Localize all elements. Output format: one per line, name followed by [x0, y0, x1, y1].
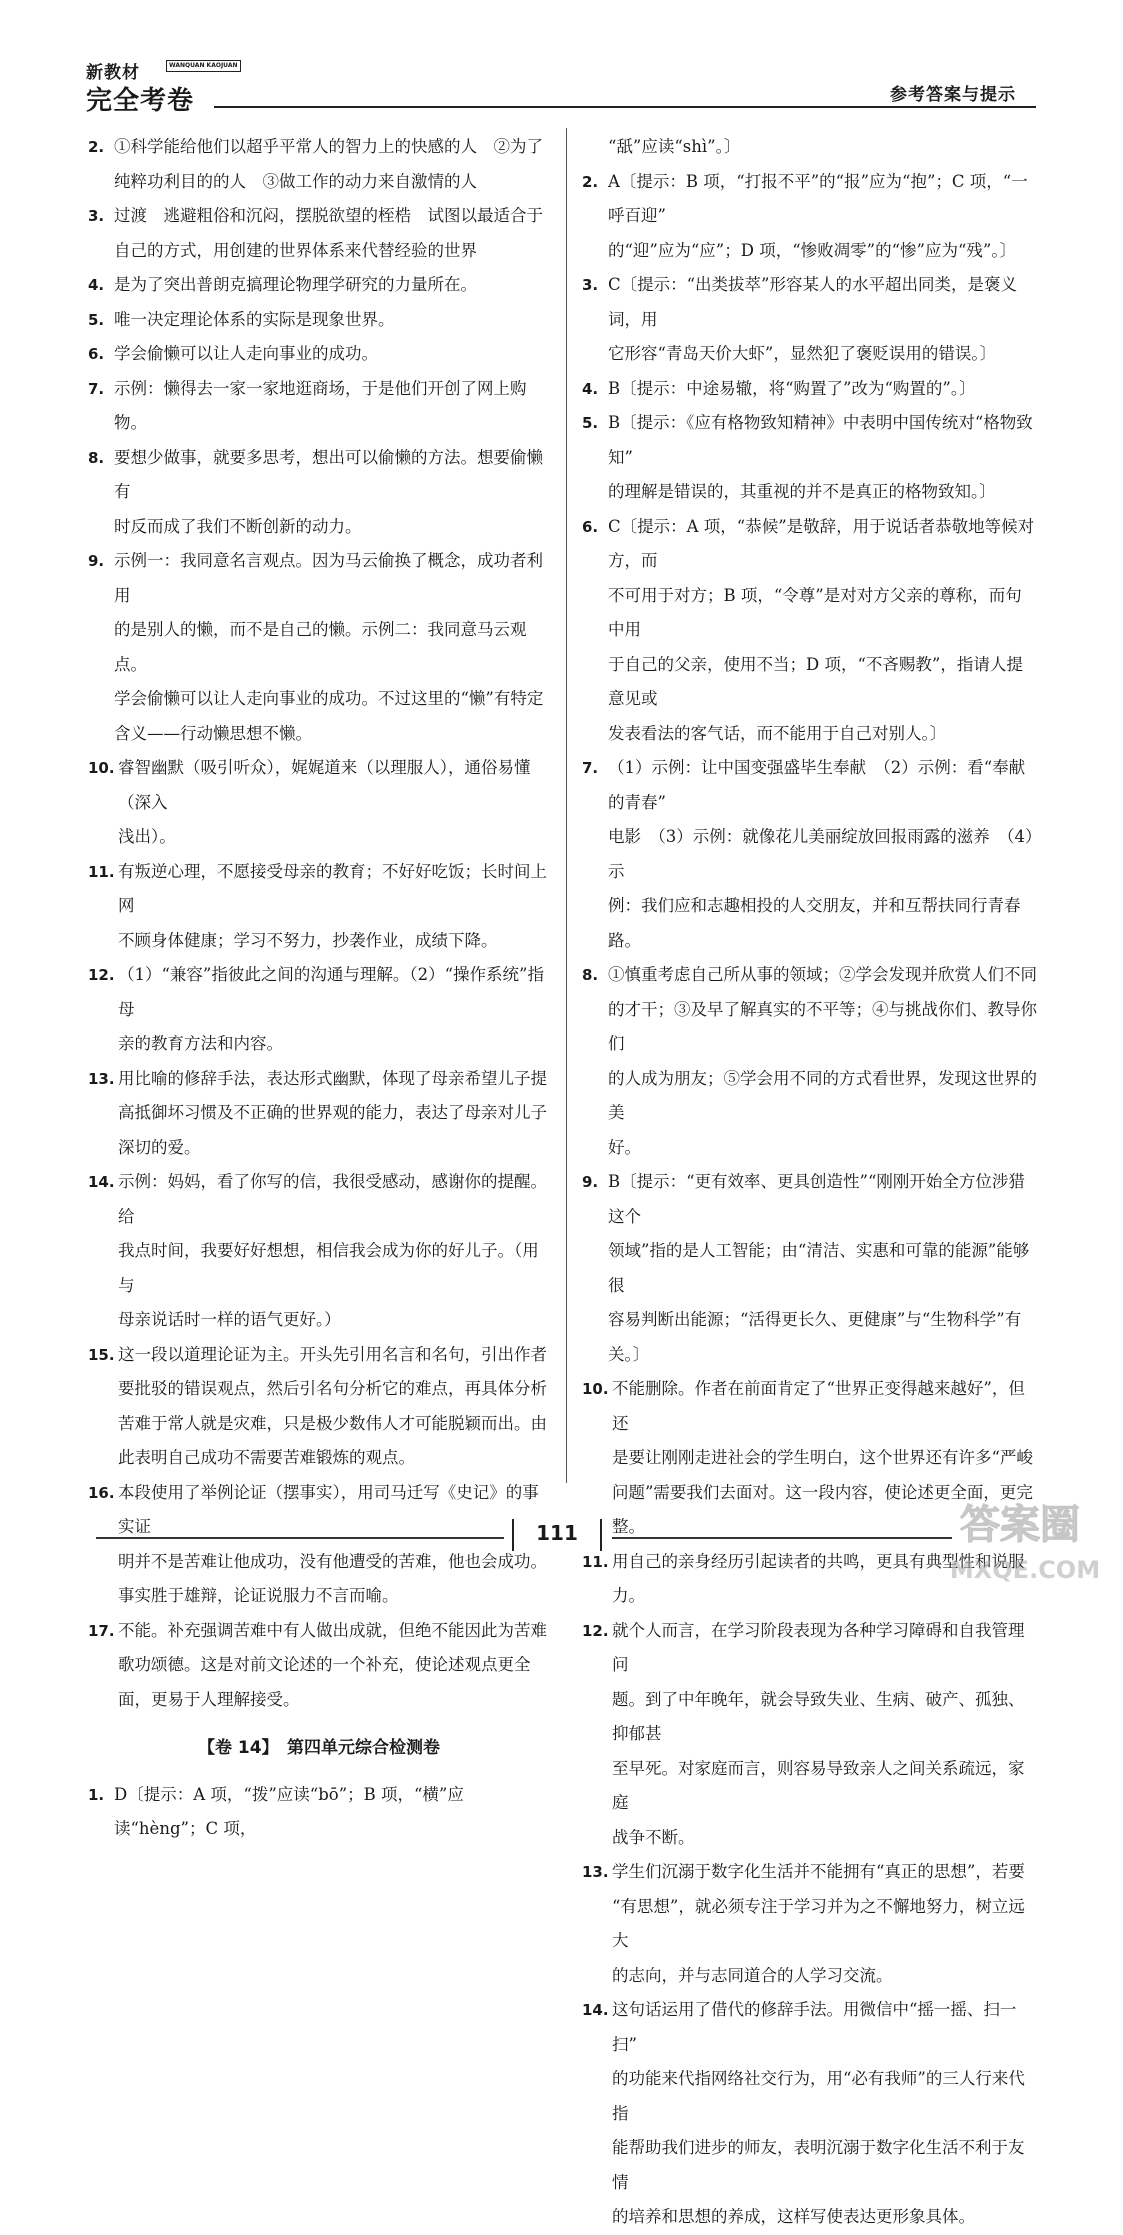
- answer-line: 能帮助我们进步的师友，表明沉溺于数字化生活不利于友情: [612, 2138, 1025, 2192]
- answer-item: [88, 751, 550, 855]
- answer-item: [88, 337, 550, 372]
- answer-number: 4.: [582, 379, 599, 398]
- answer-item: [88, 303, 550, 338]
- answer-line: 要想少做事，就要多思考，想出可以偷懒的方法。想要偷懒有: [114, 447, 543, 501]
- answer-number: 6.: [582, 517, 599, 536]
- brand-tag: WANQUAN KAOJUAN: [166, 60, 241, 72]
- answer-line: 的是别人的懒，而不是自己的懒。示例二：我同意马云观点。: [114, 620, 527, 674]
- answer-line: 事实胜于雄辩，论证说服力不言而喻。: [118, 1586, 399, 1605]
- answer-item: [582, 958, 1037, 1165]
- brand-subtitle: 新教材: [86, 63, 140, 83]
- answer-line: 用比喻的修辞手法，表达形式幽默，体现了母亲希望儿子提: [118, 1068, 547, 1088]
- answer-number: 12.: [582, 1621, 609, 1640]
- answer-line: 歌功颂德。这是对前文论述的一个补充，使论述观点更全: [118, 1655, 531, 1674]
- answer-line: 有叛逆心理，不愿接受母亲的教育；不好好吃饭；长时间上网: [118, 861, 547, 915]
- answer-number: 8.: [88, 448, 105, 467]
- answer-line: 不能。补充强调苦难中有人做出成就，但绝不能因此为苦难: [118, 1620, 547, 1640]
- watermark-logo: [930, 1490, 1110, 1590]
- answer-line: ①慎重考虑自己所从事的领域；②学会发现并欣赏人们不同: [608, 965, 1037, 984]
- answer-line: 这句话运用了借代的修辞手法。用微信中“摇一摇、扫一扫”: [612, 2000, 1017, 2054]
- footer-bar-right: [600, 1519, 602, 1551]
- answer-line: 的培养和思想的养成，这样写使表达更形象具体。: [612, 2207, 975, 2226]
- answer-number: 9.: [88, 552, 105, 570]
- answer-number: 10.: [88, 759, 115, 777]
- answer-number: 15.: [88, 1345, 115, 1364]
- section-title: 【卷 14】 第四单元综合检测卷: [197, 1738, 441, 1758]
- answer-number: 11.: [88, 862, 115, 881]
- answer-line: A〔提示：B 项，“打报不平”的“报”应为“抱”；C 项，“一呼百迎”: [608, 171, 1028, 225]
- answer-number: 10.: [582, 1380, 609, 1398]
- answer-item: [582, 751, 1037, 958]
- answer-line: 好。: [608, 1137, 641, 1157]
- answer-line: 要批驳的错误观点，然后引名句分析它的难点，再具体分析: [118, 1379, 547, 1398]
- watermark-text-top: 答案圈: [960, 1502, 1080, 1548]
- answer-item: [88, 1165, 550, 1338]
- answer-number: 1.: [88, 1785, 105, 1804]
- answer-line: 睿智幽默（吸引听众），娓娓道来（以理服人），通俗易懂（深入: [118, 758, 531, 812]
- answer-line: 的理解是错误的，其重视的并不是真正的格物致知。〕: [608, 482, 996, 501]
- answer-item: [88, 544, 550, 751]
- answer-number: 7.: [88, 379, 105, 398]
- answer-line: 亲的教育方法和内容。: [118, 1034, 283, 1053]
- answer-line: 高抵御坏习惯及不正确的世界观的能力，表达了母亲对儿子: [118, 1103, 547, 1122]
- answer-item: [582, 1993, 1037, 2235]
- section-label: 参考答案与提示: [890, 85, 1016, 105]
- answer-line: C〔提示：A 项，“恭候”是敬辞，用于说话者恭敬地等候对方，而: [608, 516, 1035, 570]
- answer-item: [88, 268, 550, 303]
- answer-line: 于自己的父亲，使用不当；D 项，“不吝赐教”，指请人提意见或: [608, 654, 1023, 708]
- answer-number: 4.: [88, 276, 105, 294]
- answer-line: 容易判断出能源；“活得更长久、更健康”与“生物科学”有关。〕: [608, 1310, 1022, 1364]
- answer-line: “有思想”，就必须专注于学习并为之不懈地努力，树立远大: [612, 1896, 1025, 1950]
- answer-line: D〔提示：A 项，“拨”应读“bō”；B 项，“横”应读“hèng”；C 项，: [114, 1784, 464, 1838]
- answer-line: 是为了突出普朗克搞理论物理学研究的力量所在。: [114, 275, 477, 294]
- answer-line: 学会偷懒可以让人走向事业的成功。不过这里的“懒”有特定: [114, 689, 544, 708]
- column-divider: [566, 128, 567, 1483]
- footer-rule-left: [96, 1537, 504, 1539]
- answer-line: 的才干；③及早了解真实的不平等；④与挑战你们、教导你们: [608, 999, 1037, 1053]
- answer-line: 的“迎”应为“应”；D 项，“惨败凋零”的“惨”应为“残”。〕: [608, 240, 1017, 260]
- answer-item: [88, 441, 550, 545]
- answer-line: 示例一：我同意名言观点。因为马云偷换了概念，成功者利用: [114, 551, 543, 605]
- answer-line: 母亲说话时一样的语气更好。）: [118, 1310, 341, 1329]
- right-column: [582, 130, 1037, 2235]
- answer-line: （1）“兼容”指彼此之间的沟通与理解。（2）“操作系统”指母: [118, 965, 544, 1019]
- answer-item: [582, 372, 1037, 407]
- answer-line: 深切的爱。: [118, 1137, 201, 1157]
- answer-item: [88, 1614, 550, 1718]
- answer-item: [88, 855, 550, 959]
- answer-line: 我点时间，我要好好想想，相信我会成为你的好儿子。（用与: [118, 1241, 539, 1295]
- answer-line: 不能删除。作者在前面肯定了“世界正变得越来越好”，但还: [612, 1379, 1025, 1433]
- answer-line: 的人成为朋友；⑤学会用不同的方式看世界，发现这世界的美: [608, 1068, 1037, 1122]
- answer-line: 的志向，并与志同道合的人学习交流。: [612, 1965, 893, 1985]
- answer-number: 7.: [582, 759, 599, 777]
- answer-line: 战争不断。: [612, 1827, 695, 1847]
- answer-item: [582, 1614, 1037, 1856]
- answer-line: 面，更易于人理解接受。: [118, 1689, 300, 1709]
- answer-number: 8.: [582, 966, 599, 984]
- answer-item: [582, 510, 1037, 752]
- answer-line: B〔提示：《应有格物致知精神》中表明中国传统对“格物致知”: [608, 413, 1033, 467]
- answer-number: 14.: [88, 1173, 115, 1191]
- answer-line: 明并不是苦难让他成功，没有他遭受的苦难，他也会成功。: [118, 1551, 547, 1571]
- page-number: 111: [536, 1521, 578, 1545]
- answer-number: 5.: [88, 310, 105, 329]
- answer-line: 整。: [612, 1517, 645, 1536]
- answer-line: B〔提示：“更有效率、更具创造性”“刚刚开始全方位涉猎这个: [608, 1172, 1025, 1226]
- answer-line: 题。到了中年晚年，就会导致失业、生病、破产、孤独、抑郁甚: [612, 1689, 1025, 1743]
- answer-line: 苦难于常人就是灾难，只是极少数伟人才可能脱颖而出。由: [118, 1413, 547, 1433]
- answer-line: 过渡 逃避粗俗和沉闷，摆脱欲望的桎梏 试图以最适合于: [114, 206, 543, 225]
- answer-line: B〔提示：中途易辙，将“购置了”改为“购置的”。〕: [608, 378, 976, 398]
- answer-line: 学会偷懒可以让人走向事业的成功。: [114, 344, 378, 363]
- answer-line: 示例：懒得去一家一家地逛商场，于是他们开创了网上购物。: [114, 378, 527, 432]
- answer-item: [88, 130, 550, 199]
- answer-line: 含义——行动懒思想不懒。: [114, 723, 312, 743]
- answer-number: 12.: [88, 966, 115, 984]
- answer-line: 发表看法的客气话，而不能用于自己对别人。〕: [608, 723, 947, 743]
- answer-item: [582, 406, 1037, 510]
- answer-item: [88, 372, 550, 441]
- answer-item: [582, 1855, 1037, 1993]
- answer-line: 时反而成了我们不断创新的动力。: [114, 516, 362, 536]
- answer-number: 2.: [582, 172, 599, 191]
- answer-line: 唯一决定理论体系的实际是现象世界。: [114, 309, 395, 329]
- brand-title: 完全考卷: [86, 86, 195, 116]
- answer-number: 17.: [88, 1621, 115, 1640]
- answer-line: 浅出）。: [118, 827, 176, 846]
- answer-line: 它形容“青岛天价大虾”，显然犯了褒贬误用的错误。〕: [608, 344, 997, 363]
- answer-line: 至早死。对家庭而言，则容易导致亲人之间关系疏远，家庭: [612, 1758, 1025, 1812]
- answer-line: 用自己的亲身经历引起读者的共鸣，更具有典型性和说服: [612, 1551, 1025, 1571]
- answer-line: （1）示例：让中国变强盛毕生奉献 （2）示例：看“奉献的青春”: [608, 758, 1026, 812]
- answer-line: 此表明自己成功不需要苦难锻炼的观点。: [118, 1448, 415, 1467]
- answer-line: 不顾身体健康；学习不努力，抄袭作业，成绩下降。: [118, 930, 498, 950]
- answer-number: 6.: [88, 345, 105, 363]
- answer-item: [88, 199, 550, 268]
- answer-number: 2.: [88, 138, 105, 156]
- header-rule: [214, 106, 1036, 108]
- answer-line: 领域”指的是人工智能；由“清洁、实惠和可靠的能源”能够很: [608, 1241, 1030, 1295]
- footer-rule-right: [612, 1537, 952, 1539]
- answer-item: [88, 1778, 550, 1847]
- answer-line: 自己的方式，用创建的世界体系来代替经验的世界: [114, 240, 477, 260]
- answer-line: 就个人而言，在学习阶段表现为各种学习障碍和自我管理问: [612, 1620, 1025, 1674]
- answer-line: 不可用于对方；B 项，“令尊”是对对方父亲的尊称，而句中用: [608, 585, 1022, 639]
- answer-item: [88, 1062, 550, 1166]
- answer-number: 16.: [88, 1483, 115, 1502]
- answer-item: [88, 958, 550, 1062]
- answer-item: [582, 1165, 1037, 1372]
- answer-item: [582, 268, 1037, 372]
- left-column: [88, 130, 550, 1847]
- continued-line: “舐”应读“shì”。〕: [608, 137, 741, 156]
- answer-line: 力。: [612, 1586, 645, 1605]
- answer-line: 这一段以道理论证为主。开头先引用名言和名句，引出作者: [118, 1344, 547, 1364]
- answer-number: 11.: [582, 1552, 609, 1571]
- answer-line: C〔提示：“出类拔萃”形容某人的水平超出同类，是褒义词，用: [608, 275, 1017, 329]
- answer-line: 问题”需要我们去面对。这一段内容，使论述更全面，更完: [612, 1482, 1033, 1502]
- answer-line: ①科学能给他们以超乎平常人的智力上的快感的人 ②为了: [114, 137, 543, 156]
- answer-line: 电影 （3）示例：就像花儿美丽绽放回报雨露的滋养 （4）示: [608, 827, 1034, 881]
- answer-line: 纯粹功利目的的人 ③做工作的动力来自激情的人: [114, 171, 477, 191]
- answer-number: 3.: [88, 207, 105, 225]
- answer-line: 是要让刚刚走进社会的学生明白，这个世界还有许多“严峻: [612, 1448, 1033, 1467]
- answer-item: [582, 165, 1037, 269]
- answer-line: 示例：妈妈，看了你写的信，我很受感动，感谢你的提醒。给: [118, 1172, 547, 1226]
- answer-number: 13.: [88, 1069, 115, 1088]
- answer-line: 本段使用了举例论证（摆事实），用司马迁写《史记》的事实证: [118, 1482, 539, 1536]
- answer-line: 例：我们应和志趣相投的人交朋友，并和互帮扶同行青春路。: [608, 896, 1021, 950]
- answer-item: [88, 1338, 550, 1476]
- answer-number: 14.: [582, 2001, 609, 2019]
- answer-number: 5.: [582, 414, 599, 432]
- answer-number: 9.: [582, 1173, 599, 1191]
- page-header: [86, 52, 1036, 116]
- answer-number: 13.: [582, 1863, 609, 1881]
- answer-line: 的功能来代指网络社交行为，用“必有我师”的三人行来代指: [612, 2069, 1025, 2123]
- answer-number: 3.: [582, 276, 599, 294]
- answer-line: 学生们沉溺于数字化生活并不能拥有“真正的思想”，若要: [612, 1862, 1025, 1881]
- watermark-text-bottom: MXQE.COM: [949, 1556, 1101, 1584]
